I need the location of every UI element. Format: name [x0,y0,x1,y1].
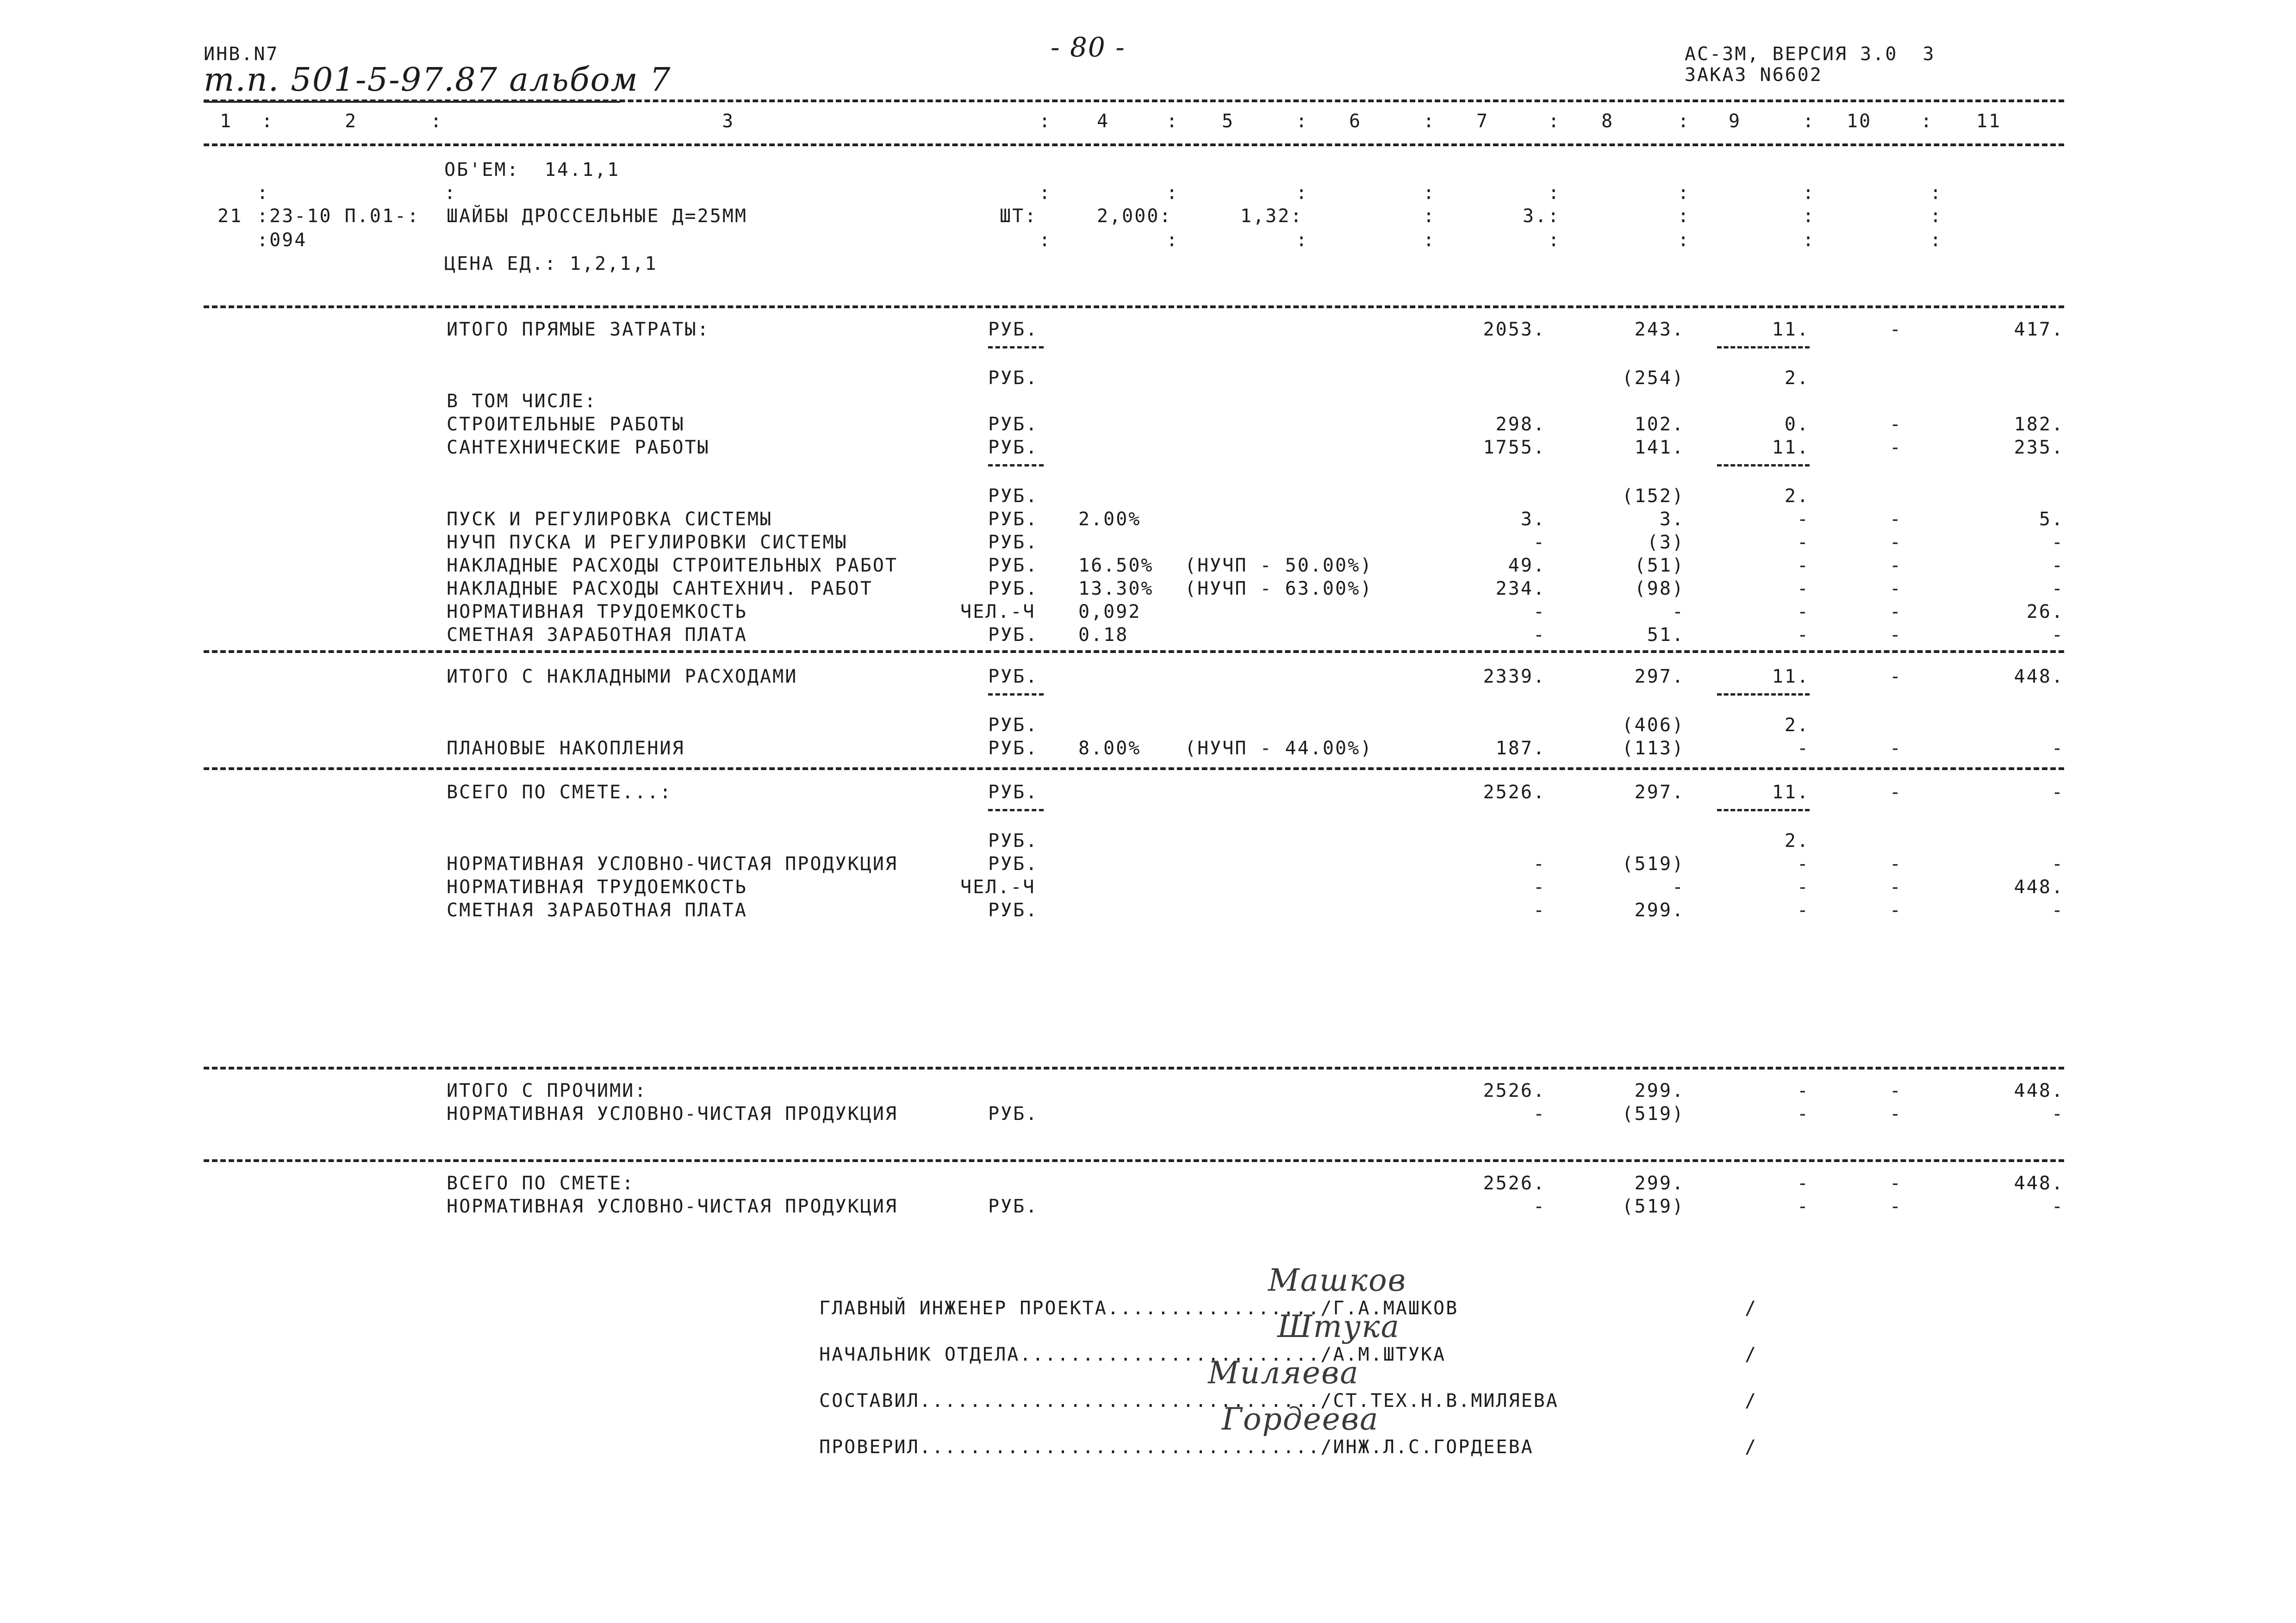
row-col10: - [1889,437,1902,458]
inventory-number: ИНВ.N7 [204,44,279,65]
row-col11: 417. [2014,319,2064,340]
row-col7: 2526. [1483,1173,1546,1194]
row-col9: 2. [1784,830,1810,852]
row-col8: - [1672,601,1685,622]
row-col9: - [1797,555,1810,576]
row-unit: РУБ. [988,367,1039,389]
row-label: ВСЕГО ПО СМЕТЕ...: [447,782,672,803]
row-col9: - [1797,578,1810,599]
row-col11: 448. [2014,666,2064,687]
column-separator: : [1548,111,1561,132]
row-unit: РУБ. [988,830,1039,852]
row-label: НОРМАТИВНАЯ УСЛОВНО-ЧИСТАЯ ПРОДУКЦИЯ [447,1196,898,1217]
signature-row [819,1437,1534,1457]
item-name: ШАЙБЫ ДРОССЕЛЬНЫЕ Д=25ММ [447,205,747,227]
column-separator: : [1423,111,1436,132]
row-col7: 2526. [1483,782,1546,803]
row-col11: - [2051,853,2064,875]
signature-dots: ................................ [919,1390,1321,1412]
signature-name: /А.М.ШТУКА [1320,1344,1446,1365]
column-number-9: 9 [1729,111,1742,132]
row-unit: РУБ. [988,509,1039,530]
column-separator: : [1921,111,1934,132]
row-col9: - [1797,624,1810,646]
row-label: НАКЛАДНЫЕ РАСХОДЫ СТРОИТЕЛЬНЫХ РАБОТ [447,555,898,576]
column-separator: : [1678,205,1691,227]
row-col9: - [1797,532,1810,553]
row-unit: РУБ. [988,555,1039,576]
signature-name: /ИНЖ.Л.С.ГОРДЕЕВА [1320,1436,1534,1458]
row-col9: - [1797,853,1810,875]
row-col11: 5. [2039,509,2064,530]
row-col11: - [2051,555,2064,576]
row-col7: 2526. [1483,1080,1546,1101]
row-unit: РУБ. [988,738,1039,759]
row-col10: - [1889,853,1902,875]
row-col8: 141. [1634,437,1685,458]
row-col8: (51) [1634,555,1685,576]
row-label: НОРМАТИВНАЯ ТРУДОЕМКОСТЬ [447,877,747,898]
value-underline [1717,809,1810,811]
column-number-11: 11 [1976,111,2002,132]
row-col9: 2. [1784,367,1810,389]
signature-end-slash: / [1745,1298,1758,1319]
row-col10: - [1889,877,1902,898]
row-col9: - [1797,601,1810,622]
row-label: ПЛАНОВЫЕ НАКОПЛЕНИЯ [447,738,685,759]
row-unit: ЧЕЛ.-Ч [960,601,1036,622]
signature-dots: ................................ [919,1436,1321,1458]
row-col11: - [2051,900,2064,921]
item-unit: ШТ: [1000,205,1038,227]
item-number: 21 [218,205,243,227]
row-label: СТРОИТЕЛЬНЫЕ РАБОТЫ [447,414,685,435]
row-col7: 2339. [1483,666,1546,687]
row-col8: (152) [1622,485,1685,507]
row-col11: 448. [2014,877,2064,898]
row-col9: 2. [1784,485,1810,507]
column-separator: : [1296,111,1309,132]
row-label: СМЕТНАЯ ЗАРАБОТНАЯ ПЛАТА [447,900,747,921]
row-col10: - [1889,900,1902,921]
row-col8: (519) [1622,1196,1685,1217]
row-rate: 13.30% [1078,578,1154,599]
row-unit: РУБ. [988,666,1039,687]
column-separator: : [1803,182,1816,204]
row-unit: РУБ. [988,782,1039,803]
handwritten-signature: Гордеева [1222,1401,1379,1437]
row-col8: - [1672,877,1685,898]
column-separator: : [1423,182,1436,204]
row-col9: 11. [1772,437,1810,458]
row-col11: - [2051,578,2064,599]
row-label: ИТОГО С НАКЛАДНЫМИ РАСХОДАМИ [447,666,798,687]
row-label: НОРМАТИВНАЯ УСЛОВНО-ЧИСТАЯ ПРОДУКЦИЯ [447,1103,898,1125]
row-unit: ЧЕЛ.-Ч [960,877,1036,898]
row-overhead-rate: (НУЧП - 44.00%) [1185,738,1373,759]
row-col9: - [1797,1196,1810,1217]
column-number-4: 4 [1097,111,1110,132]
item-code: :23-10 П.01-: [257,205,420,227]
column-separator: : [1296,230,1309,251]
row-col7: 298. [1495,414,1546,435]
signature-row [819,1391,1559,1411]
row-col10: - [1889,666,1902,687]
signature-end-slash: / [1745,1344,1758,1365]
row-col8: (113) [1622,738,1685,759]
row-col9: - [1797,1173,1810,1194]
volume-label: ОБ'ЕМ: 14.1,1 [444,159,620,180]
row-col9: - [1797,509,1810,530]
row-col11: - [2051,738,2064,759]
row-col10: - [1889,319,1902,340]
signature-role: ГЛАВНЫЙ ИНЖЕНЕР ПРОЕКТА [819,1298,1108,1319]
column-separator: : [1930,230,1943,251]
row-label: ПУСК И РЕГУЛИРОВКА СИСТЕМЫ [447,509,773,530]
row-col9: - [1797,1080,1810,1101]
row-col10: - [1889,601,1902,622]
column-separator: : [1423,205,1436,227]
column-separator: : [1548,230,1561,251]
row-label: НУЧП ПУСКА И РЕГУЛИРОВКИ СИСТЕМЫ [447,532,848,553]
row-col11: - [2051,1196,2064,1217]
row-col10: - [1889,1196,1902,1217]
row-label: СМЕТНАЯ ЗАРАБОТНАЯ ПЛАТА [447,624,747,646]
row-col11: 26. [2026,601,2064,622]
row-col10: - [1889,509,1902,530]
value-underline [1717,693,1810,696]
row-col7: - [1533,1103,1546,1125]
row-unit: РУБ. [988,414,1039,435]
item-total: 3.: [1523,205,1561,227]
row-col10: - [1889,555,1902,576]
column-separator: : [430,111,443,132]
row-unit: РУБ. [988,319,1039,340]
rule-4 [204,1067,2064,1070]
order-number: ЗАКАЗ N6602 [1685,64,1823,86]
column-number-5: 5 [1222,111,1235,132]
row-col7: - [1533,1196,1546,1217]
row-col8: 297. [1634,782,1685,803]
column-separator: : [1930,182,1943,204]
row-col11: - [2051,624,2064,646]
row-unit: РУБ. [988,1196,1039,1217]
row-col7: 234. [1495,578,1546,599]
column-separator: : [1166,111,1179,132]
software-version: АС-3М, ВЕРСИЯ 3.0 3 [1685,44,1935,65]
row-col10: - [1889,1080,1902,1101]
column-separator: : [1930,205,1943,227]
column-separator: : [1803,111,1816,132]
row-col8: (406) [1622,715,1685,736]
row-col7: 2053. [1483,319,1546,340]
column-separator: : [261,111,274,132]
row-label: ВСЕГО ПО СМЕТЕ: [447,1173,635,1194]
row-unit: РУБ. [988,900,1039,921]
item-price: 1,32: [1240,205,1303,227]
column-number-3: 3 [722,111,735,132]
column-separator: : [1678,182,1691,204]
row-col10: - [1889,738,1902,759]
row-col9: - [1797,738,1810,759]
row-col8: 243. [1634,319,1685,340]
row-col8: 299. [1634,1080,1685,1101]
row-col8: 3. [1659,509,1685,530]
row-col7: 49. [1508,555,1546,576]
column-separator: : [1678,230,1691,251]
signature-end-slash: / [1745,1390,1758,1412]
signature-dots: ................. [1107,1298,1321,1319]
row-col7: - [1533,532,1546,553]
row-label: НОРМАТИВНАЯ ТРУДОЕМКОСТЬ [447,601,747,622]
row-col10: - [1889,1173,1902,1194]
row-label: САНТЕХНИЧЕСКИЕ РАБОТЫ [447,437,710,458]
row-col8: 102. [1634,414,1685,435]
item-code-suffix: :094 [257,230,307,251]
row-col8: (254) [1622,367,1685,389]
signature-role: ПРОВЕРИЛ [819,1436,920,1458]
row-col8: (519) [1622,1103,1685,1125]
unit-underline [988,809,1044,811]
rule-5 [204,1159,2064,1162]
column-number-10: 10 [1847,111,1872,132]
rule-2 [204,650,2064,653]
row-col10: - [1889,1103,1902,1125]
row-col8: (98) [1634,578,1685,599]
row-col7: - [1533,853,1546,875]
row-rate: 2.00% [1078,509,1141,530]
item-quantity: 2,000: [1097,205,1172,227]
column-separator: : [1423,230,1436,251]
row-rate: 8.00% [1078,738,1141,759]
row-col9: 11. [1772,666,1810,687]
row-col10: - [1889,532,1902,553]
column-number-2: 2 [345,111,358,132]
row-rate: 0,092 [1078,601,1141,622]
row-col9: 2. [1784,715,1810,736]
signature-role: НАЧАЛЬНИК ОТДЕЛА [819,1344,1020,1365]
column-separator: : [1166,182,1179,204]
row-col11: 235. [2014,437,2064,458]
rule-1 [204,305,2064,308]
row-col9: - [1797,900,1810,921]
row-rate: 0.18 [1078,624,1129,646]
row-col9: 0. [1784,414,1810,435]
column-separator: : [1296,182,1309,204]
row-col10: - [1889,414,1902,435]
row-col11: 182. [2014,414,2064,435]
column-number-8: 8 [1601,111,1614,132]
row-label: ИТОГО С ПРОЧИМИ: [447,1080,647,1101]
row-unit: РУБ. [988,715,1039,736]
handwritten-signature: Машков [1268,1262,1407,1298]
row-col7: - [1533,877,1546,898]
unit-underline [988,464,1044,466]
row-col7: - [1533,601,1546,622]
row-unit: РУБ. [988,437,1039,458]
column-separator: : [1803,205,1816,227]
handwritten-signature: Миляева [1208,1355,1359,1391]
row-col7: 1755. [1483,437,1546,458]
column-number-7: 7 [1476,111,1489,132]
signature-name: /СТ.ТЕХ.Н.В.МИЛЯЕВА [1320,1390,1559,1412]
column-separator: : [1039,182,1052,204]
item-price-line: ЦЕНА ЕД.: 1,2,1,1 [444,253,658,274]
unit-underline [988,346,1044,348]
row-col8: (519) [1622,853,1685,875]
row-col9: 11. [1772,319,1810,340]
row-col7: - [1533,900,1546,921]
column-separator: : [1039,230,1052,251]
project-reference: т.п. 501-5-97.87 альбом 7 [204,61,672,99]
row-unit: РУБ. [988,485,1039,507]
signature-end-slash: / [1745,1436,1758,1458]
row-col7: - [1533,624,1546,646]
row-col11: - [2051,1103,2064,1125]
column-number-6: 6 [1349,111,1362,132]
row-label: НОРМАТИВНАЯ УСЛОВНО-ЧИСТАЯ ПРОДУКЦИЯ [447,853,898,875]
row-col10: - [1889,624,1902,646]
column-separator: : [1166,230,1179,251]
row-col9: 11. [1772,782,1810,803]
row-label: НАКЛАДНЫЕ РАСХОДЫ САНТЕХНИЧ. РАБОТ [447,578,873,599]
column-separator: : [1039,111,1052,132]
row-overhead-rate: (НУЧП - 50.00%) [1185,555,1373,576]
rule-3 [204,767,2064,770]
rule-header-bottom [204,143,2064,146]
signature-role: СОСТАВИЛ [819,1390,920,1412]
column-separator: : [1678,111,1691,132]
row-unit: РУБ. [988,1103,1039,1125]
column-separator: : [257,182,270,204]
signature-name: /Г.А.МАШКОВ [1320,1298,1459,1319]
row-unit: РУБ. [988,578,1039,599]
row-col10: - [1889,782,1902,803]
row-col7: 3. [1520,509,1546,530]
row-col11: - [2051,532,2064,553]
column-separator: : [1803,230,1816,251]
value-underline [1717,464,1810,466]
unit-underline [988,693,1044,696]
row-col8: 299. [1634,900,1685,921]
row-rate: 16.50% [1078,555,1154,576]
row-col11: - [2051,782,2064,803]
page-number: - 80 - [1051,31,1126,63]
row-label: В ТОМ ЧИСЛЕ: [447,391,597,412]
value-underline [1717,346,1810,348]
row-overhead-rate: (НУЧП - 63.00%) [1185,578,1373,599]
row-col11: 448. [2014,1173,2064,1194]
row-col8: 51. [1647,624,1685,646]
handwritten-signature: Штука [1277,1309,1400,1344]
row-col8: (3) [1647,532,1685,553]
row-col8: 299. [1634,1173,1685,1194]
column-separator: : [444,182,457,204]
row-col8: 297. [1634,666,1685,687]
column-separator: : [1548,182,1561,204]
column-number-1: 1 [220,111,233,132]
row-col9: - [1797,877,1810,898]
row-col10: - [1889,578,1902,599]
row-col11: 448. [2014,1080,2064,1101]
row-unit: РУБ. [988,853,1039,875]
signature-dots: ........................ [1020,1344,1321,1365]
rule-top [204,99,2064,102]
row-col7: 187. [1495,738,1546,759]
row-col9: - [1797,1103,1810,1125]
row-label: ИТОГО ПРЯМЫЕ ЗАТРАТЫ: [447,319,710,340]
row-unit: РУБ. [988,532,1039,553]
row-unit: РУБ. [988,624,1039,646]
